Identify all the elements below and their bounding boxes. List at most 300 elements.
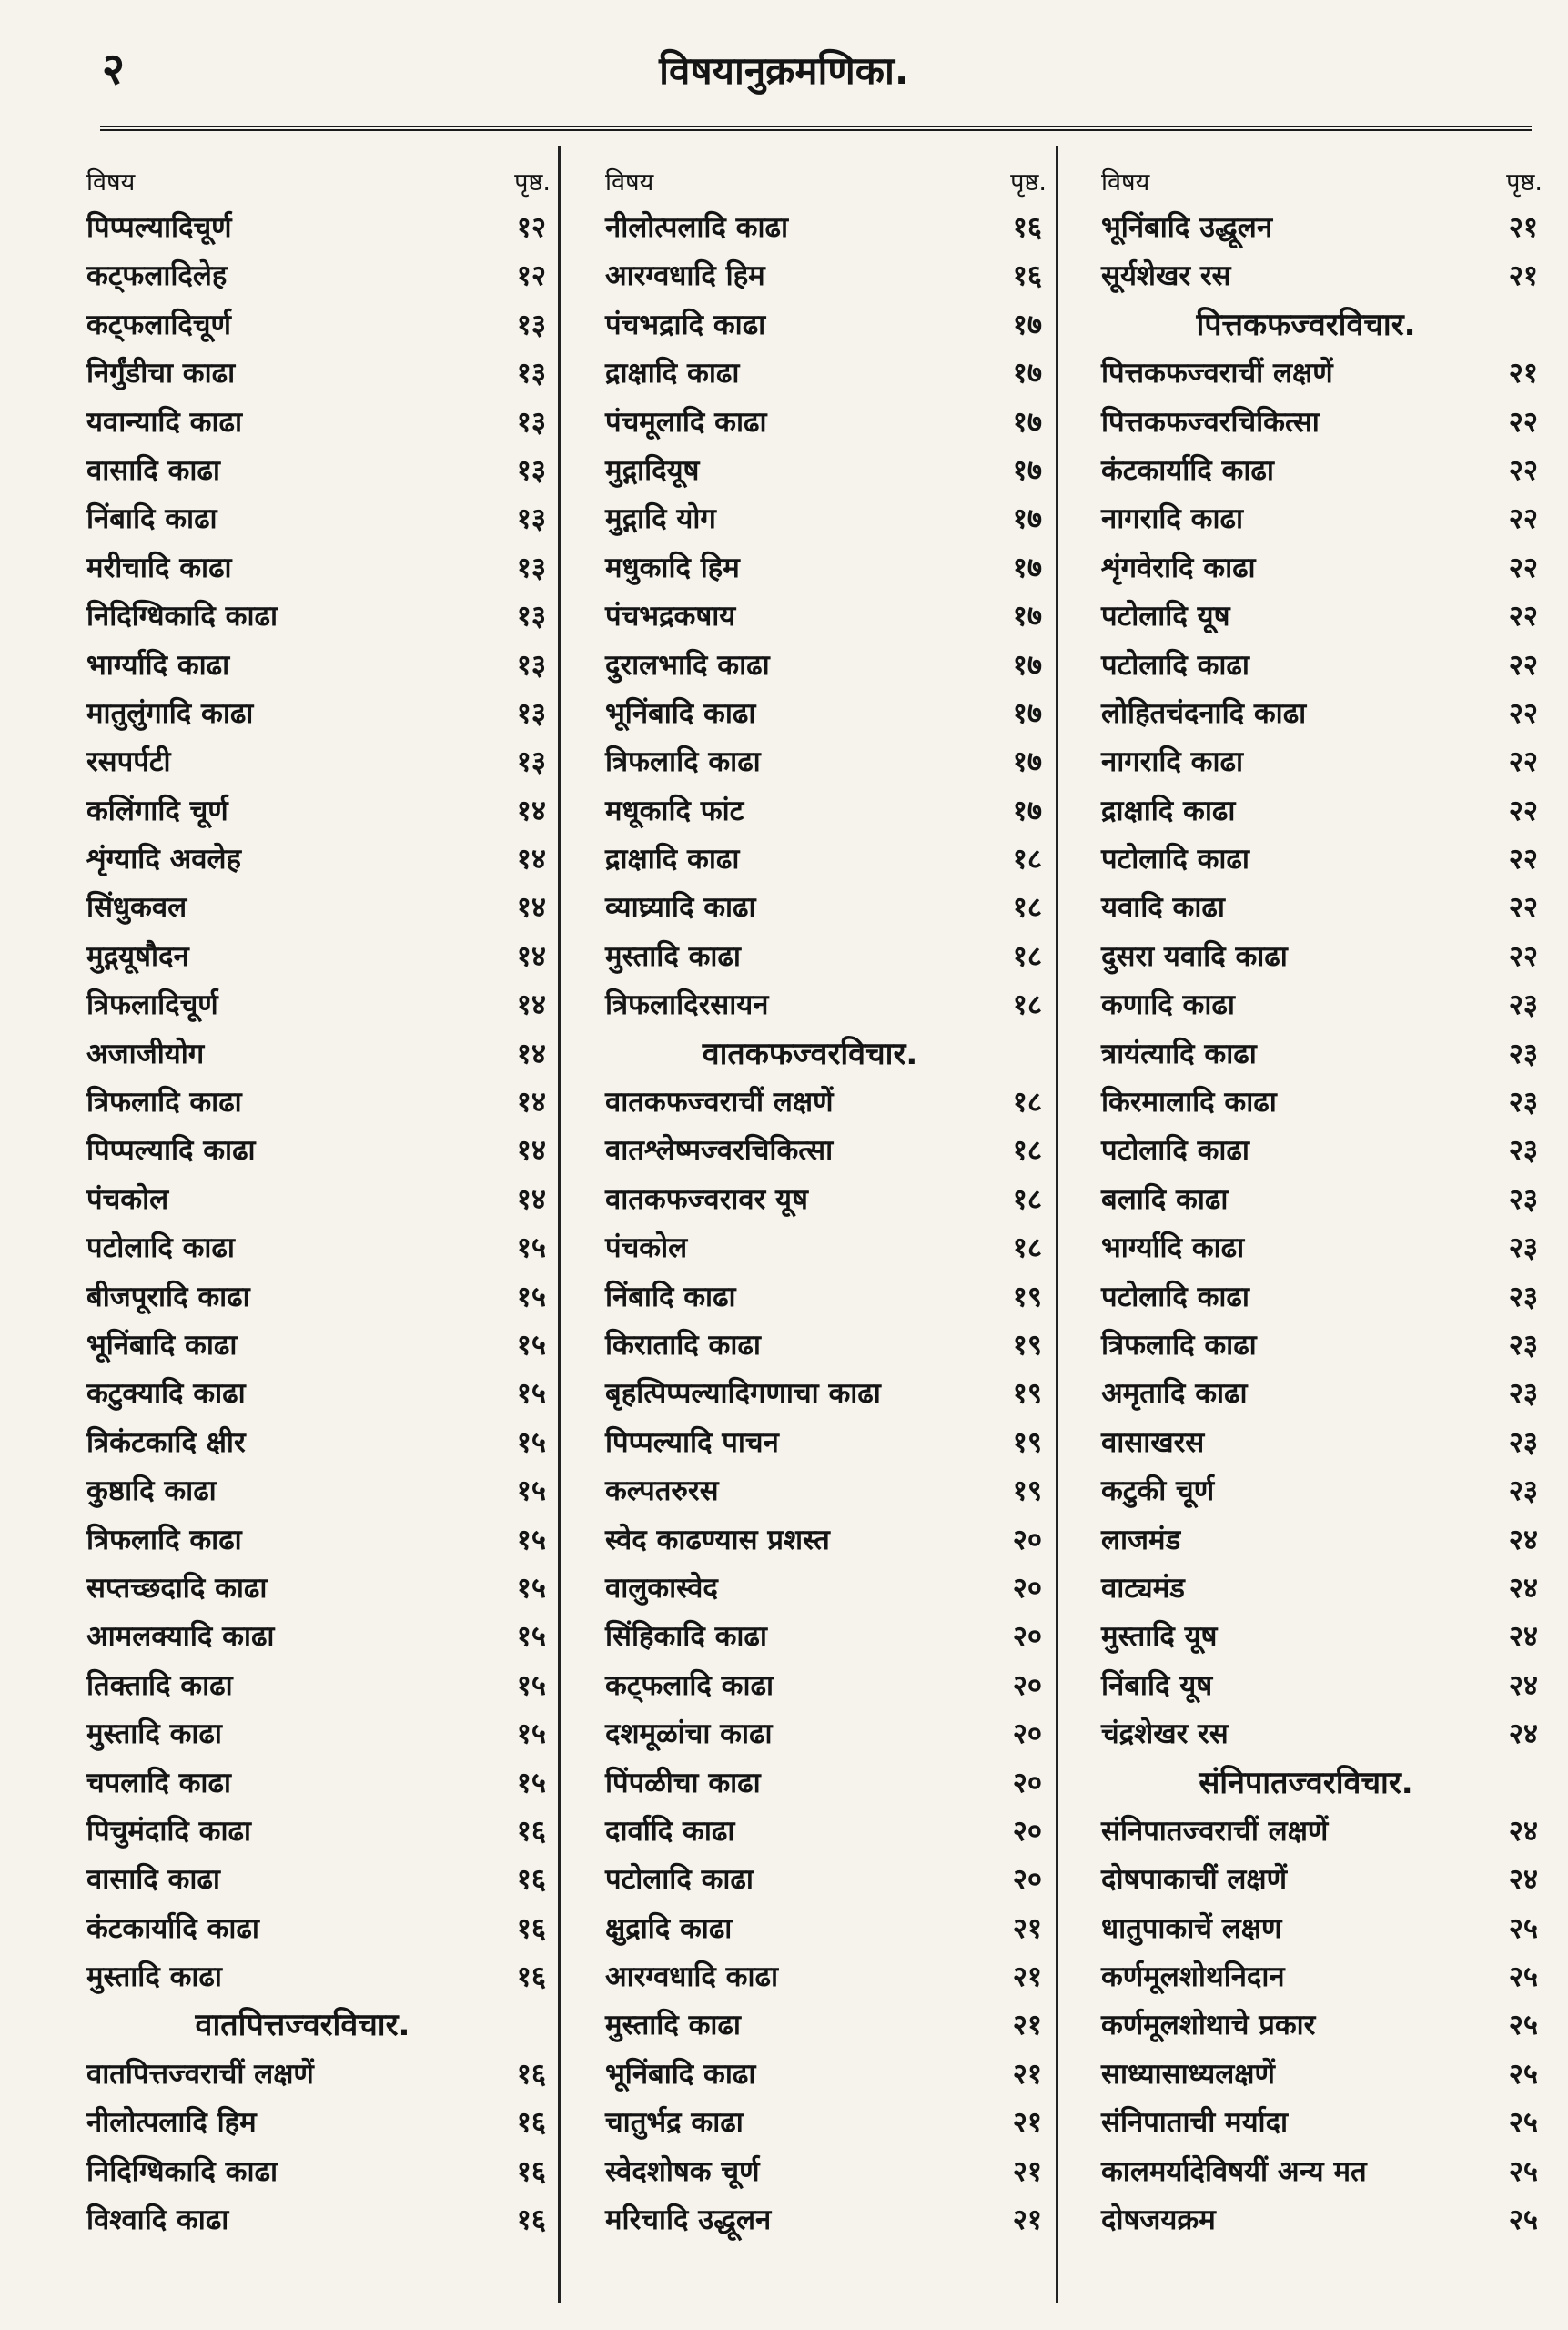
index-entry: [1060, 1030, 1552, 1079]
entry-page-number: २०: [1012, 1717, 1042, 1751]
entry-name: भूनिंबादि काढा: [86, 1328, 238, 1362]
entry-page-number: १६: [516, 1863, 546, 1897]
index-entry: [46, 1516, 560, 1565]
entry-name: दार्वादि काढा: [605, 1814, 735, 1848]
entry-name: पित्तकफज्वराचीं लक्षणें: [1101, 357, 1333, 390]
column-header-page: पृष्ठ.: [514, 168, 551, 197]
entry-page-number: १५: [516, 1766, 546, 1799]
entry-page-number: १७: [1012, 696, 1042, 730]
index-entry: [564, 1127, 1056, 1175]
entry-page-number: २२: [1508, 405, 1538, 439]
entry-name: त्रिफलादिचूर्ण: [86, 988, 218, 1022]
entry-page-number: २५: [1508, 1960, 1538, 1994]
index-entry: [1060, 836, 1552, 884]
entry-name: कर्णमूलशोथाचे प्रकार: [1101, 2009, 1316, 2042]
index-entry: [46, 2196, 560, 2244]
column-header-page: पृष्ठ.: [1010, 168, 1047, 197]
entry-name: वालुकास्वेद: [605, 1571, 718, 1605]
index-entry: [1060, 1808, 1552, 1856]
column-header: [1060, 157, 1552, 204]
index-entry: [46, 836, 560, 884]
entry-page-number: १३: [516, 600, 546, 633]
entry-name: वासादि काढा: [86, 453, 220, 487]
index-entry: [564, 787, 1056, 836]
entry-name: व्याघ्र्यादि काढा: [605, 891, 756, 925]
index-entry: [46, 738, 560, 786]
index-entry: [1060, 787, 1552, 836]
index-entry: [46, 2051, 560, 2099]
index-entry: [46, 884, 560, 932]
entry-name: मुस्तादि काढा: [605, 939, 741, 973]
entry-name: तिक्तादि काढा: [86, 1668, 233, 1702]
entry-name: निंबादि काढा: [605, 1280, 736, 1313]
entry-page-number: १७: [1012, 648, 1042, 682]
entry-page-number: २२: [1508, 891, 1538, 925]
index-entry: [1060, 252, 1552, 300]
entry-page-number: १६: [516, 1911, 546, 1945]
index-entry: [46, 1905, 560, 1953]
index-entry: [46, 1565, 560, 1613]
index-entry: [564, 1565, 1056, 1613]
index-entry: [46, 447, 560, 495]
entry-page-number: २०: [1012, 1668, 1042, 1702]
entry-name: मुद्गादियूष: [605, 453, 700, 487]
entry-page-number: २४: [1508, 1571, 1538, 1605]
entry-page-number: १५: [516, 1668, 546, 1702]
index-entry: [564, 544, 1056, 593]
entry-name: त्रिफलादि काढा: [1101, 1328, 1257, 1362]
entry-name: निदिग्धिकादि काढा: [86, 2154, 278, 2188]
entry-page-number: १६: [516, 2057, 546, 2091]
entry-name: आरग्वधादि हिम: [605, 259, 765, 293]
entry-name: संनिपातज्वराचीं लक्षणें: [1101, 1814, 1329, 1848]
entry-page-number: १४: [516, 1134, 546, 1168]
entry-name: धातुपाकाचें लक्षण: [1101, 1911, 1282, 1945]
entry-page-number: २५: [1508, 1911, 1538, 1945]
index-entry: [564, 1419, 1056, 1467]
entry-page-number: २५: [1508, 2057, 1538, 2091]
index-entry: [1060, 2196, 1552, 2244]
entry-page-number: २३: [1508, 1474, 1538, 1508]
index-entry: [564, 1079, 1056, 1127]
entry-name: रसपर्पटी: [86, 745, 171, 779]
section-title: वातकफज्वरविचार.: [702, 1035, 918, 1072]
index-entry: [46, 642, 560, 690]
index-entry: [46, 301, 560, 350]
entry-page-number: १३: [516, 502, 546, 536]
entry-name: दोषपाकाचीं लक्षणें: [1101, 1863, 1288, 1897]
index-entry: [564, 1613, 1056, 1661]
entry-page-number: १३: [516, 357, 546, 390]
index-entry: [46, 1613, 560, 1661]
entry-list: [46, 204, 560, 2244]
index-column-3: [1060, 157, 1552, 2305]
section-title: पित्तकफज्वरविचार.: [1196, 306, 1416, 343]
entry-name: वातश्लेष्मज्वरचिकित्सा: [605, 1134, 834, 1168]
entry-name: दोषजयक्रम: [1101, 2203, 1216, 2237]
entry-name: पटोलादि काढा: [1101, 1280, 1249, 1313]
entry-page-number: १६: [516, 2154, 546, 2188]
entry-name: स्वेदशोषक चूर्ण: [605, 2154, 760, 2188]
entry-name: आरग्वधादि काढा: [605, 1960, 779, 1994]
entry-page-number: १८: [1012, 939, 1042, 973]
entry-page-number: २३: [1508, 1231, 1538, 1265]
entry-page-number: १३: [516, 405, 546, 439]
entry-page-number: २५: [1508, 2203, 1538, 2237]
index-entry: [1060, 2001, 1552, 2050]
entry-name: यवान्यादि काढा: [86, 405, 242, 439]
index-column-2: [564, 157, 1056, 2305]
entry-name: अमृतादि काढा: [1101, 1377, 1248, 1411]
entry-name: पटोलादि काढा: [1101, 843, 1249, 876]
index-entry: [564, 1759, 1056, 1808]
page-title: विषयानुक्रमणिका.: [659, 48, 909, 93]
entry-name: किरातादि काढा: [605, 1328, 761, 1362]
entry-name: सिंधुकवल: [86, 891, 187, 925]
index-entry: [1060, 1419, 1552, 1467]
column-header-page: पृष्ठ.: [1506, 168, 1543, 197]
entry-name: नागरादि काढा: [1101, 502, 1243, 536]
index-entry: [1060, 981, 1552, 1029]
index-entry: [564, 2051, 1056, 2099]
entry-name: पटोलादि काढा: [86, 1231, 235, 1265]
index-entry: [1060, 642, 1552, 690]
entry-page-number: १४: [516, 1086, 546, 1119]
index-entry: [46, 1856, 560, 1904]
entry-page-number: १९: [1012, 1425, 1042, 1459]
entry-name: वातकफज्वराचीं लक्षणें: [605, 1086, 834, 1119]
section-heading: [564, 1030, 1056, 1079]
page-header: [0, 0, 1568, 127]
entry-page-number: १५: [516, 1231, 546, 1265]
entry-name: लोहितचंदनादि काढा: [1101, 696, 1307, 730]
index-entry: [46, 1224, 560, 1272]
entry-page-number: १५: [516, 1280, 546, 1313]
entry-page-number: १५: [516, 1620, 546, 1654]
entry-name: विश्वादि काढा: [86, 2203, 229, 2237]
entry-name: नीलोत्पलादि काढा: [605, 211, 788, 244]
index-entry: [564, 1273, 1056, 1322]
index-entry: [564, 884, 1056, 932]
index-entry: [1060, 1127, 1552, 1175]
entry-name: साध्यासाध्यलक्षणें: [1101, 2057, 1275, 2091]
index-entry: [46, 1759, 560, 1808]
entry-name: कलिंगादि चूर्ण: [86, 794, 228, 827]
entry-name: मरिचादि उद्धूलन: [605, 2203, 772, 2237]
entry-name: अजाजीयोग: [86, 1037, 205, 1070]
index-entry: [1060, 1467, 1552, 1515]
index-entry: [46, 1808, 560, 1856]
index-entry: [564, 2099, 1056, 2147]
entry-page-number: १३: [516, 696, 546, 730]
index-entry: [564, 1953, 1056, 2001]
index-entry: [564, 2196, 1056, 2244]
entry-name: पंचकोल: [605, 1231, 688, 1265]
entry-name: पंचभद्रकषाय: [605, 600, 736, 633]
entry-page-number: २४: [1508, 1523, 1538, 1556]
entry-name: पित्तकफज्वरचिकित्सा: [1101, 405, 1320, 439]
index-entry: [1060, 933, 1552, 981]
entry-name: निर्गुंडीचा काढा: [86, 357, 236, 390]
entry-name: क्षुद्रादि काढा: [605, 1911, 733, 1945]
entry-page-number: २२: [1508, 648, 1538, 682]
entry-name: कटुकी चूर्ण: [1101, 1474, 1215, 1508]
entry-page-number: २४: [1508, 1863, 1538, 1897]
entry-list: [564, 204, 1056, 2244]
index-entry: [46, 204, 560, 252]
entry-page-number: १६: [1012, 211, 1042, 244]
index-entry: [46, 981, 560, 1029]
entry-page-number: २१: [1012, 1960, 1042, 1994]
entry-name: मुद्गयूषौदन: [86, 939, 189, 973]
index-entry: [46, 1176, 560, 1224]
entry-name: पिचुमंदादि काढा: [86, 1814, 251, 1848]
entry-page-number: १७: [1012, 502, 1042, 536]
entry-page-number: १८: [1012, 1086, 1042, 1119]
entry-name: पटोलादि काढा: [1101, 648, 1249, 682]
entry-page-number: १४: [516, 939, 546, 973]
index-entry: [46, 1079, 560, 1127]
index-entry: [564, 1370, 1056, 1418]
entry-page-number: १९: [1012, 1377, 1042, 1411]
entry-page-number: २४: [1508, 1814, 1538, 1848]
header-rule: [100, 126, 1532, 131]
index-entry: [46, 350, 560, 398]
entry-name: मुद्गादि योग: [605, 502, 716, 536]
entry-name: सिंहिकादि काढा: [605, 1620, 767, 1654]
entry-page-number: १२: [516, 259, 546, 293]
entry-name: त्रायंत्यादि काढा: [1101, 1037, 1257, 1070]
index-entry: [46, 1322, 560, 1370]
entry-name: चपलादि काढा: [86, 1766, 231, 1799]
entry-page-number: २५: [1508, 2009, 1538, 2042]
entry-name: शृंगवेरादि काढा: [1101, 551, 1256, 584]
entry-page-number: २०: [1012, 1523, 1042, 1556]
entry-page-number: २०: [1012, 1814, 1042, 1848]
entry-name: लाजमंड: [1101, 1523, 1181, 1556]
index-entry: [46, 1127, 560, 1175]
index-entry: [1060, 1370, 1552, 1418]
index-entry: [564, 1516, 1056, 1565]
entry-page-number: २१: [1012, 2106, 1042, 2140]
entry-page-number: १५: [516, 1474, 546, 1508]
index-entry: [564, 933, 1056, 981]
entry-name: मधूकादि फांट: [605, 794, 744, 827]
column-header-subject: विषय: [1101, 168, 1150, 197]
index-entry: [564, 1710, 1056, 1758]
entry-page-number: १९: [1012, 1280, 1042, 1313]
entry-page-number: १८: [1012, 1182, 1042, 1216]
entry-name: बीजपूरादि काढा: [86, 1280, 250, 1313]
entry-name: चंद्रशेखर रस: [1101, 1717, 1229, 1751]
index-entry: [1060, 495, 1552, 543]
entry-page-number: २१: [1508, 357, 1538, 390]
column-header: [46, 157, 560, 204]
index-entry: [564, 2148, 1056, 2196]
entry-name: वाट्यमंड: [1101, 1571, 1185, 1605]
index-entry: [564, 1224, 1056, 1272]
entry-name: बृहत्पिप्पल्यादिगणाचा काढा: [605, 1377, 881, 1411]
entry-page-number: २२: [1508, 745, 1538, 779]
entry-page-number: २४: [1508, 1620, 1538, 1654]
index-entry: [1060, 1905, 1552, 1953]
index-entry: [564, 252, 1056, 300]
index-entry: [1060, 350, 1552, 398]
entry-page-number: २२: [1508, 794, 1538, 827]
index-entry: [1060, 399, 1552, 447]
column-header-subject: विषय: [605, 168, 654, 197]
index-entry: [1060, 884, 1552, 932]
entry-name: भार्ग्यादि काढा: [86, 648, 230, 682]
entry-name: पटोलादि काढा: [1101, 1134, 1249, 1168]
column-divider: [1056, 146, 1058, 2303]
index-entry: [46, 1467, 560, 1515]
entry-name: त्रिफलादिरसायन: [605, 988, 769, 1022]
entry-page-number: २३: [1508, 1134, 1538, 1168]
index-entry: [1060, 2099, 1552, 2147]
entry-name: निदिग्धिकादि काढा: [86, 600, 278, 633]
entry-page-number: १७: [1012, 745, 1042, 779]
entry-name: कुष्ठादि काढा: [86, 1474, 217, 1508]
index-entry: [46, 690, 560, 738]
entry-list: [1060, 204, 1552, 2244]
entry-page-number: २२: [1508, 843, 1538, 876]
section-title: संनिपातज्वरविचार.: [1199, 1764, 1413, 1801]
entry-name: किरमालादि काढा: [1101, 1086, 1277, 1119]
entry-page-number: १७: [1012, 357, 1042, 390]
entry-page-number: २४: [1508, 1668, 1538, 1702]
entry-page-number: २०: [1012, 1863, 1042, 1897]
entry-name: नागरादि काढा: [1101, 745, 1243, 779]
index-entry: [46, 544, 560, 593]
entry-name: भूनिंबादि उद्धूलन: [1101, 211, 1273, 244]
index-entry: [1060, 447, 1552, 495]
entry-name: मुस्तादि काढा: [86, 1717, 222, 1751]
entry-page-number: १८: [1012, 843, 1042, 876]
entry-page-number: १४: [516, 843, 546, 876]
entry-name: वातपित्तज्वराचीं लक्षणें: [86, 2057, 314, 2091]
entry-page-number: १३: [516, 648, 546, 682]
entry-name: सप्तच्छदादि काढा: [86, 1571, 268, 1605]
index-entry: [1060, 1516, 1552, 1565]
index-entry: [564, 1662, 1056, 1710]
index-entry: [564, 642, 1056, 690]
entry-page-number: १३: [516, 745, 546, 779]
entry-name: वासाखरस: [1101, 1425, 1205, 1459]
section-heading: [1060, 301, 1552, 350]
index-entry: [46, 1273, 560, 1322]
entry-page-number: १३: [516, 453, 546, 487]
entry-name: कालमर्यादेविषयीं अन्य मत: [1101, 2154, 1367, 2188]
index-entry: [1060, 1953, 1552, 2001]
entry-page-number: २१: [1508, 259, 1538, 293]
entry-page-number: २३: [1508, 1182, 1538, 1216]
index-entry: [564, 981, 1056, 1029]
index-entry: [46, 1030, 560, 1079]
entry-name: त्रिफलादि काढा: [86, 1523, 242, 1556]
entry-page-number: १५: [516, 1328, 546, 1362]
entry-name: कट्फलादिलेह: [86, 259, 228, 293]
index-entry: [46, 495, 560, 543]
index-entry: [564, 399, 1056, 447]
section-title: वातपित्तज्वरविचार.: [195, 2007, 410, 2044]
entry-page-number: १७: [1012, 551, 1042, 584]
entry-page-number: १४: [516, 794, 546, 827]
entry-name: मरीचादि काढा: [86, 551, 232, 584]
entry-name: मुस्तादि काढा: [605, 2009, 741, 2042]
entry-name: पिंपळीचा काढा: [605, 1766, 761, 1799]
entry-name: यवादि काढा: [1101, 891, 1225, 925]
entry-page-number: २१: [1012, 2203, 1042, 2237]
index-entry: [564, 1905, 1056, 1953]
index-entry: [1060, 1273, 1552, 1322]
index-entry: [564, 593, 1056, 641]
index-entry: [1060, 1224, 1552, 1272]
entry-name: निंबादि यूष: [1101, 1668, 1213, 1702]
index-entry: [1060, 204, 1552, 252]
entry-page-number: १३: [516, 308, 546, 341]
entry-name: कटुक्यादि काढा: [86, 1377, 246, 1411]
index-entry: [564, 447, 1056, 495]
entry-name: कर्णमूलशोथनिदान: [1101, 1960, 1285, 1994]
section-heading: [46, 2001, 560, 2050]
entry-page-number: २०: [1012, 1766, 1042, 1799]
entry-name: बलादि काढा: [1101, 1182, 1229, 1216]
entry-name: द्राक्षादि काढा: [605, 357, 740, 390]
entry-page-number: १६: [516, 1960, 546, 1994]
entry-name: पंचकोल: [86, 1182, 169, 1216]
entry-page-number: १६: [1012, 259, 1042, 293]
index-entry: [564, 1808, 1056, 1856]
index-entry: [564, 1467, 1056, 1515]
index-entry: [1060, 738, 1552, 786]
entry-page-number: १९: [1012, 1328, 1042, 1362]
entry-name: कट्फलादि काढा: [605, 1668, 774, 1702]
entry-page-number: २१: [1012, 2057, 1042, 2091]
entry-page-number: १४: [516, 1037, 546, 1070]
entry-page-number: १७: [1012, 308, 1042, 341]
entry-page-number: २०: [1012, 1571, 1042, 1605]
entry-name: शृंग्यादि अवलेह: [86, 843, 241, 876]
entry-name: निंबादि काढा: [86, 502, 217, 536]
entry-page-number: १६: [516, 2106, 546, 2140]
index-entry: [46, 593, 560, 641]
entry-page-number: १५: [516, 1377, 546, 1411]
entry-page-number: १५: [516, 1717, 546, 1751]
entry-page-number: २३: [1508, 988, 1538, 1022]
index-entry: [564, 738, 1056, 786]
entry-page-number: २३: [1508, 1425, 1538, 1459]
entry-name: त्रिफलादि काढा: [605, 745, 761, 779]
index-entry: [1060, 1710, 1552, 1758]
entry-page-number: १७: [1012, 600, 1042, 633]
index-entry: [46, 1419, 560, 1467]
entry-name: दशमूळांचा काढा: [605, 1717, 773, 1751]
entry-name: वासादि काढा: [86, 1863, 220, 1897]
entry-page-number: २१: [1012, 2154, 1042, 2188]
index-entry: [1060, 1565, 1552, 1613]
entry-page-number: १५: [516, 1571, 546, 1605]
page-number: २: [102, 44, 125, 95]
entry-name: स्वेद काढण्यास प्रशस्त: [605, 1523, 830, 1556]
entry-page-number: १८: [1012, 891, 1042, 925]
index-entry: [46, 1953, 560, 2001]
entry-name: मुस्तादि यूष: [1101, 1620, 1218, 1654]
index-entry: [1060, 2051, 1552, 2099]
entry-name: पंचभद्रादि काढा: [605, 308, 766, 341]
entry-page-number: २५: [1508, 2154, 1538, 2188]
entry-name: भार्ग्यादि काढा: [1101, 1231, 1245, 1265]
